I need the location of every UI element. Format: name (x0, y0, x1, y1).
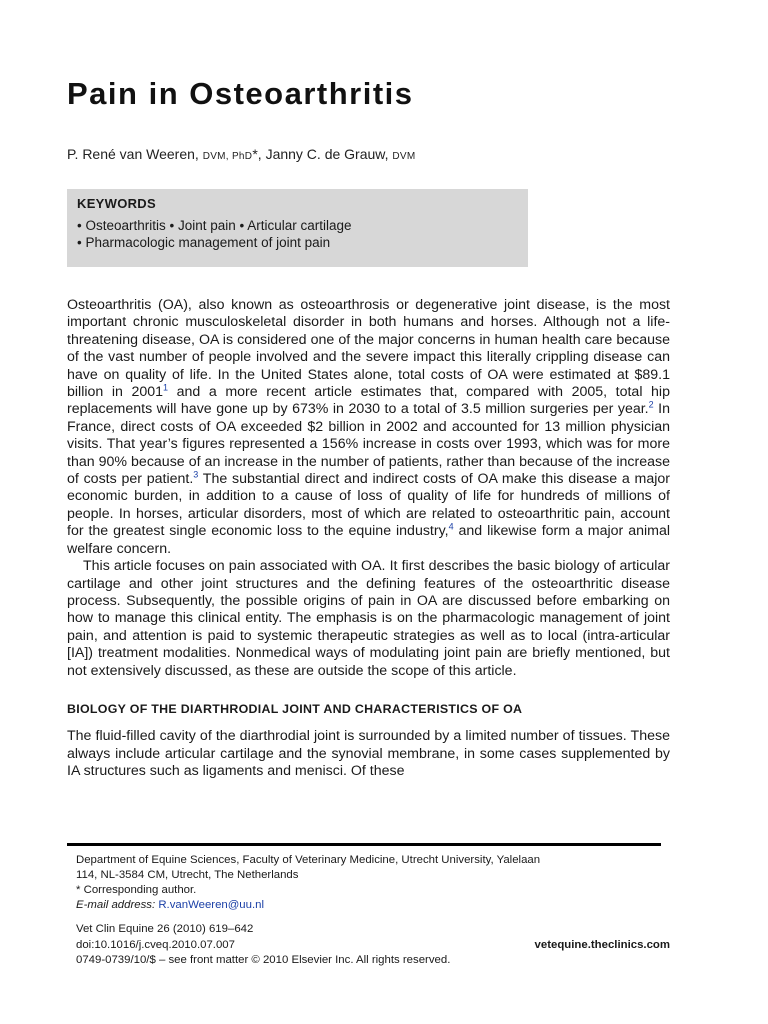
paragraph-text: In France, direct costs of OA exceeded $2 billion in 2002 and accounted for 13 million physician visits. That year’s figures represented a 156% increase in costs over 1993, which was for more than 90% because of an increase in the number of patients, rather than because of the increase of costs per patient. (67, 401, 670, 488)
doi-text[interactable]: doi:10.1016/j.cveq.2010.07.007 (76, 938, 235, 951)
keywords-heading: KEYWORDS (77, 196, 156, 211)
affiliation-line-1: Department of Equine Sciences, Faculty of Veterinary Medicine, Utrecht University, Yalelaan (76, 854, 541, 866)
corresponding-mark: *, (252, 146, 262, 162)
reference-link-1[interactable]: 1 (163, 382, 169, 393)
section-heading: BIOLOGY OF THE DIARTHRODIAL JOINT AND CHARACTERISTICS OF OA (67, 701, 523, 716)
paragraph-text: The substantial direct and indirect costs of OA make this disease a major economic burden, in addition to a cause of loss of quality of life for hundreds of millions of people. In horses, articular disorders, most of which are related to osteoarthritic pain, account for the greatest single economic loss to the equine industry, (67, 471, 670, 540)
corresponding-author-note: * Corresponding author. (76, 884, 197, 896)
paragraph-text: Osteoarthritis (OA), also known as osteoarthrosis or degenerative joint disease, is the most important chronic musculoskeletal disorder in both humans and horses. Although not a life-threatening disease, OA is considered one of the major concerns in human health care because of the vast number of people involved and the severe impact this literally crippling disease can have on quality of life. In the United States alone, total costs of OA were estimated at $89.1 billion in 2001 (67, 297, 670, 401)
keywords-line-1: • Osteoarthritis • Joint pain • Articular cartilage (77, 218, 352, 233)
footnote-divider (67, 843, 661, 846)
email-line (76, 898, 676, 913)
author-2-degrees: DVM (392, 151, 416, 162)
journal-citation: Vet Clin Equine 26 (2010) 619–642 (76, 923, 254, 935)
reference-link-3[interactable]: 3 (193, 469, 199, 480)
journal-info (76, 922, 670, 969)
paragraph-text: and likewise form a major animal welfare concern. (67, 523, 670, 557)
author-1-name: P. René van Weeren, (67, 146, 199, 162)
keywords-line-2: • Pharmacologic management of joint pain (77, 235, 331, 250)
scope-paragraph: This article focuses on pain associated with OA. It first describes the basic biology of articular cartilage and other joint structures and the defining features of the osteoarthritic disease process. Subsequently, the possible origins of pain in OA are discussed before embarking on how to manage this clinical entity. The emphasis is on the pharmacologic management of joint pain, and attention is paid to systemic therapeutic strategies as well as to local (intra-articular [IA]) treatment modalities. Nonmedical ways of modulating joint pain are briefly mentioned, but not extensively discussed, as these are outside the scope of this article. (67, 558, 670, 679)
author-1-degrees: DVM, PhD (202, 151, 253, 162)
article-body (67, 297, 670, 781)
author-2-name: Janny C. de Grauw, (265, 146, 389, 162)
intro-paragraph (67, 297, 670, 558)
article-title: Pain in Osteoarthritis (67, 76, 414, 111)
journal-website[interactable]: vetequine.theclinics.com (534, 938, 670, 951)
doi-row (76, 938, 670, 954)
affiliation-line-2: 114, NL-3584 CM, Utrecht, The Netherlands (76, 869, 299, 881)
copyright-line: 0749-0739/10/$ – see front matter © 2010 Elsevier Inc. All rights reserved. (76, 954, 451, 966)
author-line (67, 146, 416, 162)
keywords-box (67, 189, 528, 267)
section-paragraph: The fluid-filled cavity of the diarthrodial joint is surrounded by a limited number of tissues. These always include articular cartilage and the synovial membrane, in some cases supplemented by IA structures such as ligaments and menisci. Of these (67, 728, 670, 780)
reference-link-2[interactable]: 2 (648, 399, 654, 410)
email-link[interactable]: R.vanWeeren@uu.nl (158, 899, 265, 911)
email-label: E-mail address: (76, 899, 156, 911)
affiliation-footnote (76, 853, 676, 913)
reference-link-4[interactable]: 4 (448, 521, 454, 532)
paragraph-text: and a more recent article estimates that, compared with 2005, total hip replacements will have gone up by 673% in 2030 to a total of 3.5 million surgeries per year. (67, 384, 670, 418)
